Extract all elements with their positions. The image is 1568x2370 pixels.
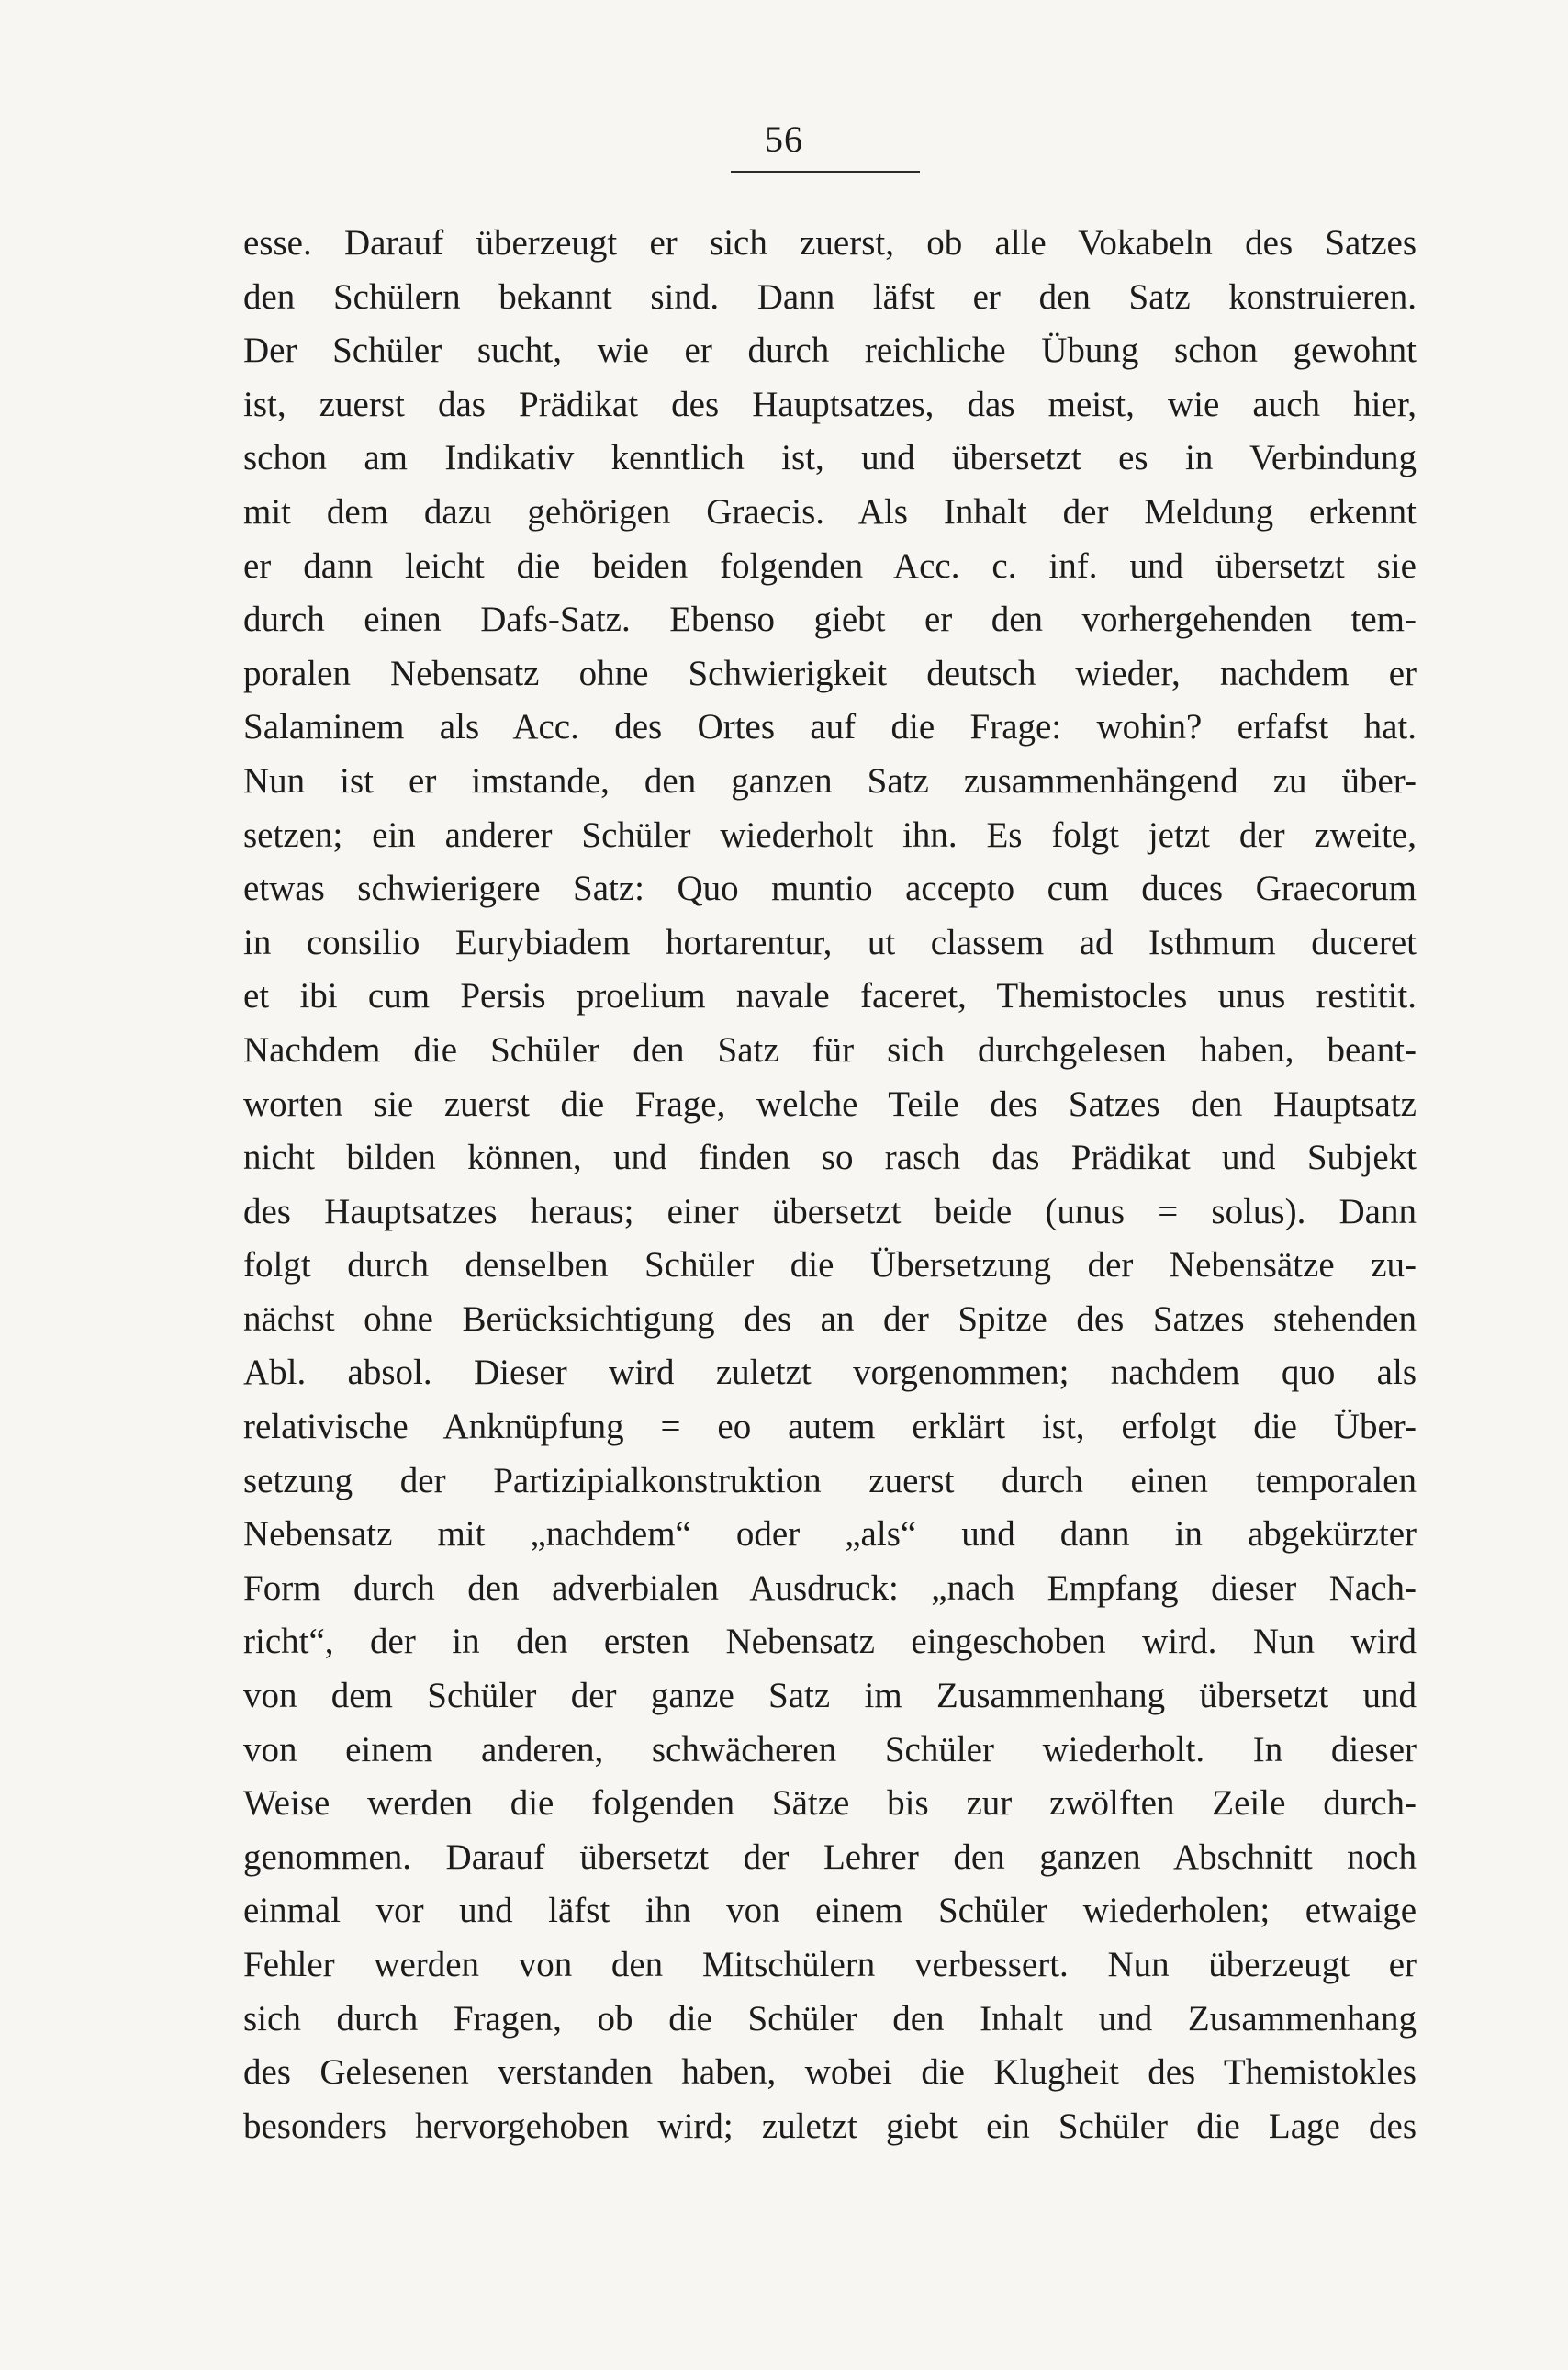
text-line-35: des Gelesenen verstanden haben, wobei die Klugheit des Themistokles: [243, 2052, 1417, 2093]
text-line-21: nächst ohne Berücksichtigung des an der Spitze des Satzes stehenden: [243, 1298, 1417, 1339]
text-line-2: den Schülern bekannt sind. Dann läfst er den Satz konstruieren.: [243, 276, 1417, 317]
body-text: [243, 217, 1417, 2153]
text-line-36: besonders hervorgehoben wird; zuletzt giebt ein Schüler die Lage des: [243, 2106, 1417, 2146]
text-line-6: mit dem dazu gehörigen Graecis. Als Inhalt der Meldung erkennt: [243, 491, 1417, 532]
text-line-13: etwas schwierigere Satz: Quo muntio accepto cum duces Graecorum: [243, 869, 1417, 909]
text-line-28: von dem Schüler der ganze Satz im Zusammenhang übersetzt und: [243, 1676, 1417, 1716]
text-line-20: folgt durch denselben Schüler die Übersetzung der Nebensätze zu-: [243, 1245, 1417, 1286]
text-line-26: Form durch den adverbialen Ausdruck: „nach Empfang dieser Nach-: [243, 1567, 1417, 1608]
text-line-23: relativische Anknüpfung = eo autem erklärt ist, erfolgt die Über-: [243, 1407, 1417, 1447]
page-number: 56: [765, 118, 803, 160]
text-line-4: ist, zuerst das Prädikat des Hauptsatzes, das meist, wie auch hier,: [243, 384, 1417, 424]
text-line-31: genommen. Darauf übersetzt der Lehrer den ganzen Abschnitt noch: [243, 1836, 1417, 1877]
text-line-9: poralen Nebensatz ohne Schwierigkeit deutsch wieder, nachdem er: [243, 653, 1417, 693]
text-line-10: Salaminem als Acc. des Ortes auf die Frage: wohin? erfafst hat.: [243, 707, 1417, 747]
text-line-27: richt“, der in den ersten Nebensatz eingeschoben wird. Nun wird: [243, 1622, 1417, 1662]
text-line-24: setzung der Partizipialkonstruktion zuerst durch einen temporalen: [243, 1460, 1417, 1500]
text-line-16: Nachdem die Schüler den Satz für sich durchgelesen haben, beant-: [243, 1029, 1417, 1070]
text-line-22: Abl. absol. Dieser wird zuletzt vorgenommen; nachdem quo als: [243, 1353, 1417, 1393]
page-number-rule: [731, 171, 920, 173]
text-line-19: des Hauptsatzes heraus; einer übersetzt beide (unus = solus). Dann: [243, 1191, 1417, 1231]
text-line-34: sich durch Fragen, ob die Schüler den Inhalt und Zusammenhang: [243, 1998, 1417, 2039]
text-line-5: schon am Indikativ kenntlich ist, und übersetzt es in Verbindung: [243, 438, 1417, 478]
text-line-32: einmal vor und läfst ihn von einem Schüler wiederholen; etwaige: [243, 1891, 1417, 1931]
text-line-15: et ibi cum Persis proelium navale faceret, Themistocles unus restitit.: [243, 976, 1417, 1017]
text-line-8: durch einen Dafs-Satz. Ebenso giebt er den vorhergehenden tem-: [243, 600, 1417, 640]
text-line-7: er dann leicht die beiden folgenden Acc. c. inf. und übersetzt sie: [243, 545, 1417, 586]
text-line-14: in consilio Eurybiadem hortarentur, ut classem ad Isthmum duceret: [243, 922, 1417, 962]
text-line-1: esse. Darauf überzeugt er sich zuerst, ob alle Vokabeln des Satzes: [243, 223, 1417, 263]
text-line-17: worten sie zuerst die Frage, welche Teile des Satzes den Hauptsatz: [243, 1084, 1417, 1124]
text-line-3: Der Schüler sucht, wie er durch reichliche Übung schon gewohnt: [243, 331, 1417, 371]
text-line-29: von einem anderen, schwächeren Schüler wiederholt. In dieser: [243, 1729, 1417, 1769]
text-line-33: Fehler werden von den Mitschülern verbessert. Nun überzeugt er: [243, 1945, 1417, 1984]
text-line-12: setzen; ein anderer Schüler wiederholt ihn. Es folgt jetzt der zweite,: [243, 814, 1417, 855]
text-line-30: Weise werden die folgenden Sätze bis zur zwölften Zeile durch-: [243, 1783, 1417, 1824]
text-line-18: nicht bilden können, und finden so rasch das Prädikat und Subjekt: [243, 1138, 1417, 1178]
text-line-25: Nebensatz mit „nachdem“ oder „als“ und dann in abgekürzter: [243, 1514, 1417, 1555]
text-line-11: Nun ist er imstande, den ganzen Satz zusammenhängend zu über-: [243, 760, 1417, 801]
